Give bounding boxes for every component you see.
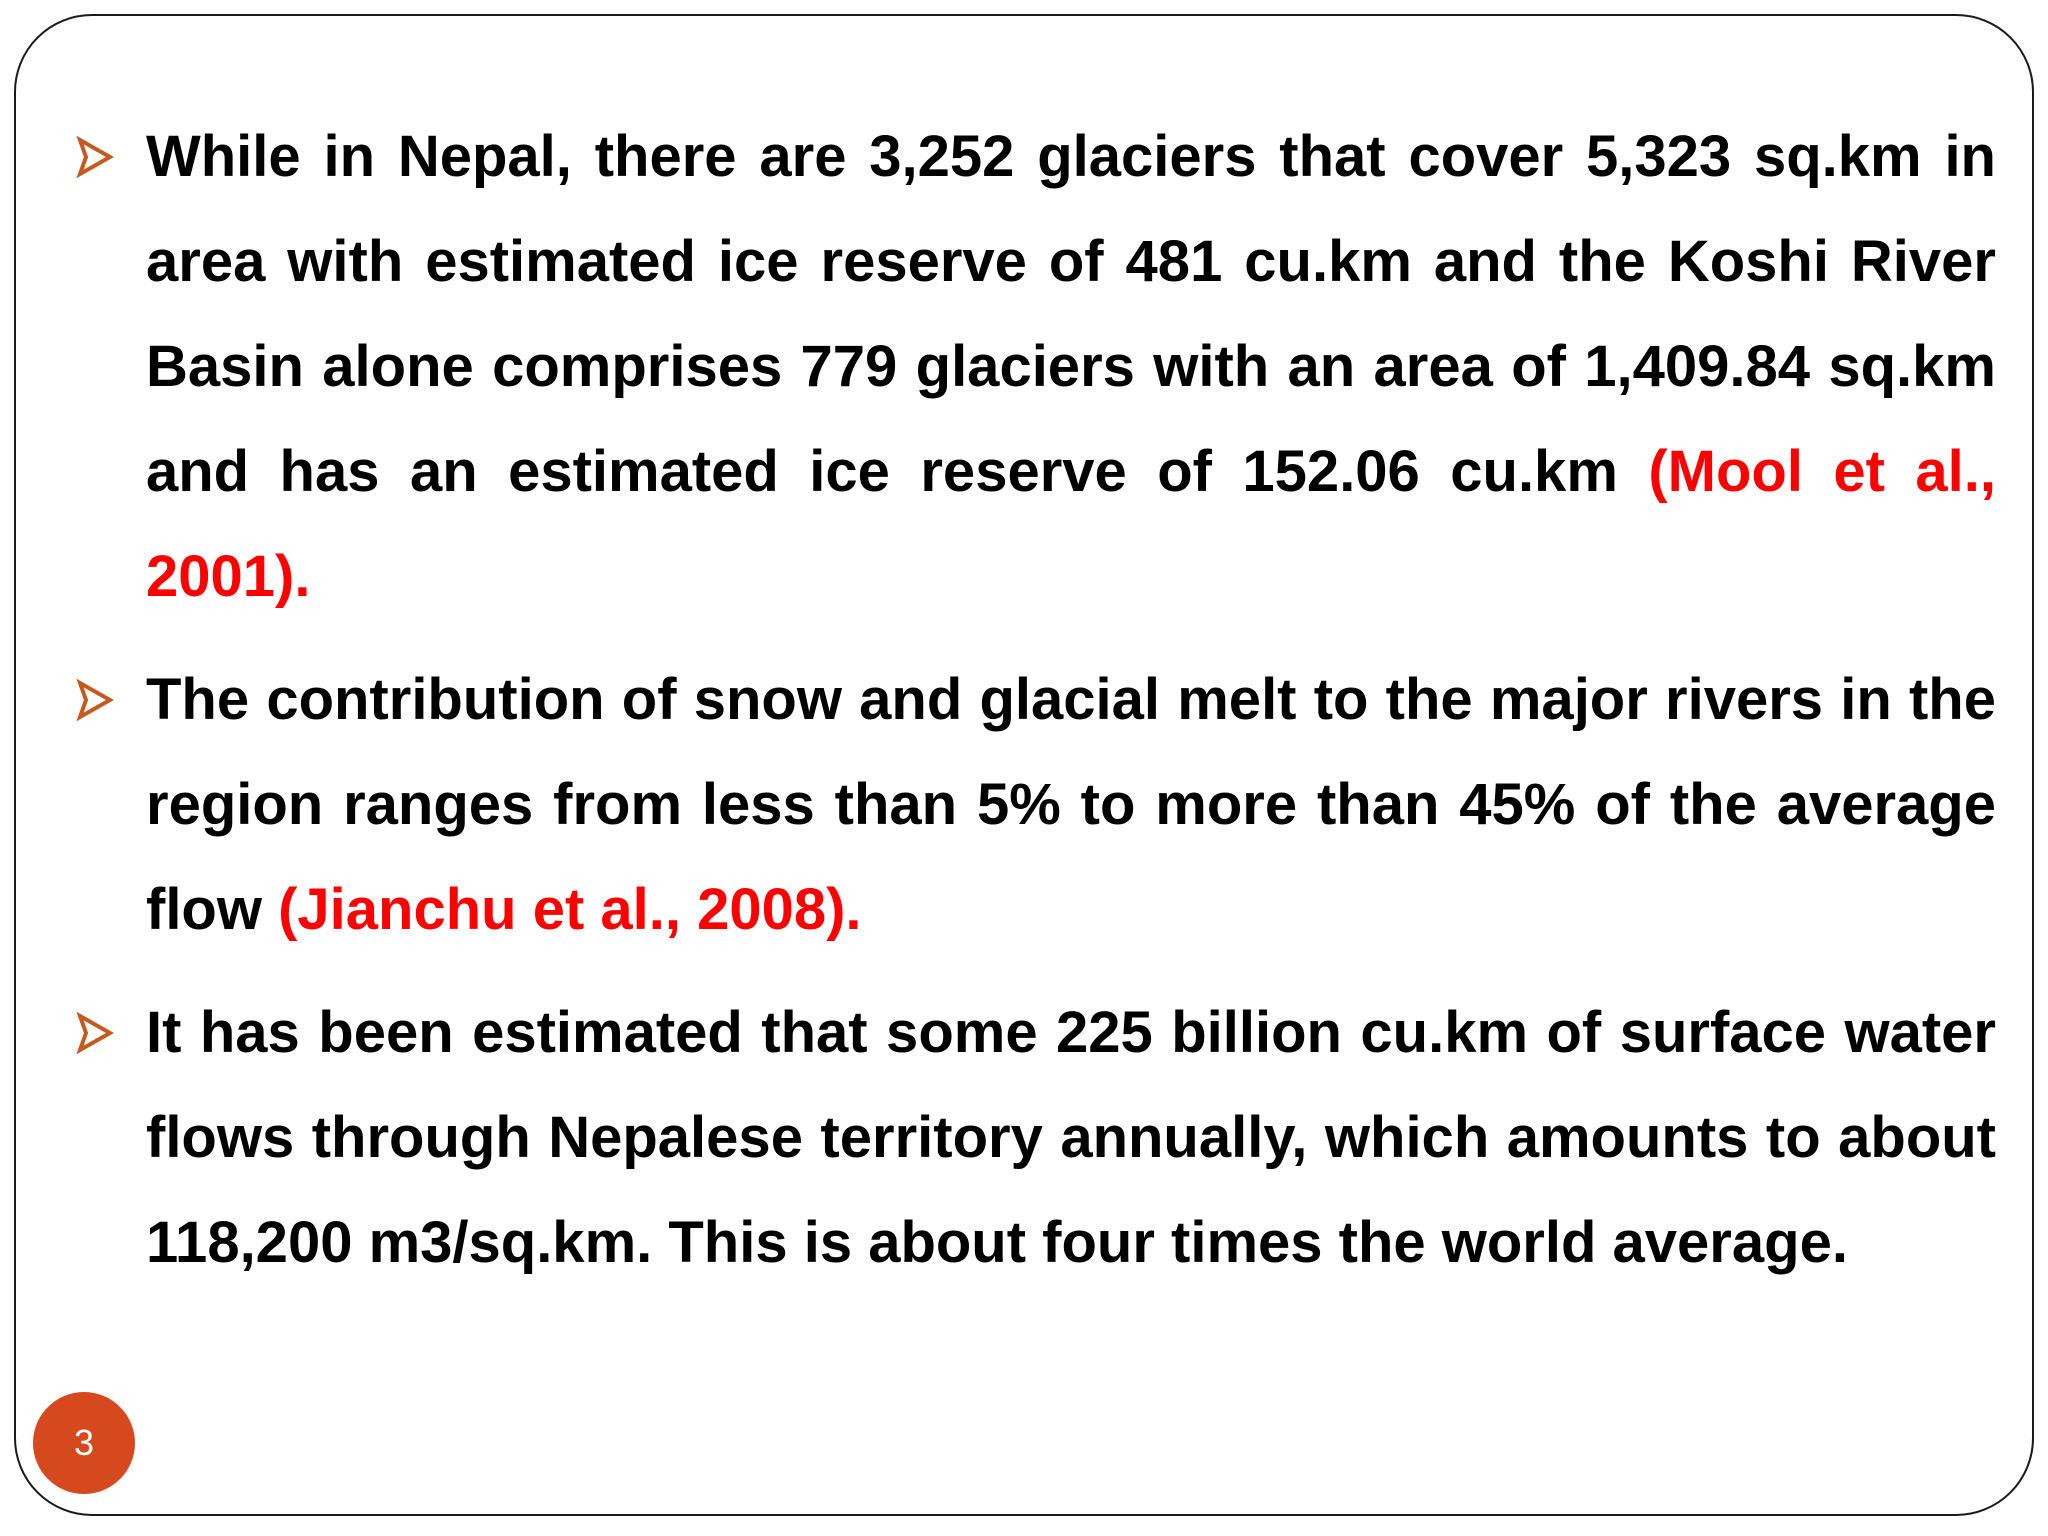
bullet-citation: (Mool et al., 2001).	[146, 439, 1997, 609]
bullet-text	[146, 104, 1996, 629]
slide-frame	[14, 14, 2034, 1516]
bullet-text	[146, 647, 1996, 962]
bullet-body: The contribution of snow and glacial melt to the major rivers in the region ranges from less than 5% to more than 45% of the average flow	[146, 667, 1996, 942]
bullet-body: It has been estimated that some 225 billion cu.km of surface water flows through Nepalese territory annually, which amounts to about 118,200 m3/sq.km. This is about four times the world average.	[146, 1000, 1996, 1275]
bullet-item-1	[76, 104, 1996, 629]
arrowhead-bullet-icon	[76, 677, 114, 723]
bullet-citation: (Jianchu et al., 2008).	[278, 877, 862, 942]
arrowhead-bullet-icon	[76, 1010, 114, 1056]
bullet-item-3	[76, 980, 1996, 1295]
arrowhead-bullet-icon	[76, 134, 114, 180]
bullet-body: While in Nepal, there are 3,252 glaciers that cover 5,323 sq.km in area with estimated ice reserve of 481 cu.km and the Koshi River Basin alone comprises 779 glaciers with an area of 1,409.84 sq.km and has an estimated ice reserve of 152.06 cu.km	[146, 124, 1996, 504]
slide-content	[76, 104, 1996, 1313]
page-number-badge: 3	[33, 1392, 135, 1494]
bullet-item-2	[76, 647, 1996, 962]
bullet-text	[146, 980, 1996, 1295]
